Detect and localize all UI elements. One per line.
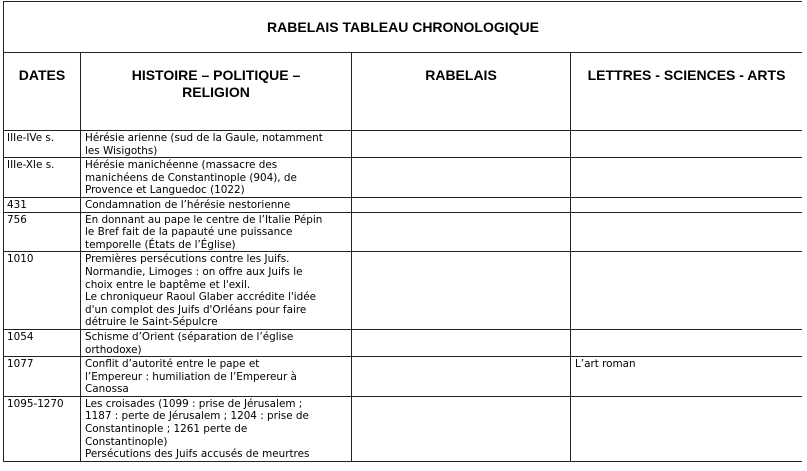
header-row [4, 53, 803, 131]
histoire-line: Canossa [85, 383, 129, 396]
title-row [4, 2, 803, 53]
histoire-line: Le chroniqueur Raoul Glaber accrédite l'idée [85, 291, 317, 304]
histoire-line: temporelle (États de l’Église) [85, 238, 236, 251]
histoire-line: Condamnation de l’hérésie nestorienne [85, 198, 291, 211]
rabelais-cell [352, 329, 571, 356]
table-row [4, 212, 803, 252]
histoire-line: Persécutions des Juifs accusés de meurtres [85, 448, 310, 461]
histoire-line: Les croisades (1099 : prise de Jérusalem ; [85, 397, 303, 410]
rabelais-cell [352, 212, 571, 252]
lettres-cell [571, 197, 803, 212]
chronology-sheet [3, 1, 802, 469]
histoire-line: l’Empereur : humiliation de l’Empereur à [85, 370, 297, 383]
histoire-cell [81, 329, 352, 356]
histoire-line: Constantinople ; 1261 perte de [85, 423, 248, 436]
table-row [4, 329, 803, 356]
histoire-line: Conflit d’autorité entre le pape et [85, 358, 260, 371]
table-row [4, 252, 803, 330]
histoire-line: Schisme d’Orient (séparation de l’église [85, 330, 294, 343]
histoire-line: Normandie, Limoges : on offre aux Juifs le [85, 265, 303, 278]
histoire-line: Provence et Languedoc (1022) [85, 184, 245, 197]
table-row [4, 158, 803, 198]
header-histoire-line2: RELIGION [182, 84, 250, 100]
histoire-line: Constantinople) [85, 435, 168, 448]
histoire-line: les Wisigoths) [85, 144, 158, 157]
date-cell: 431 [4, 197, 81, 212]
histoire-line: 1187 : perte de Jérusalem ; 1204 : prise de [85, 410, 309, 423]
lettres-cell [571, 252, 803, 330]
date-cell: 1010 [4, 252, 81, 330]
header-rabelais: RABELAIS [352, 53, 571, 131]
date-cell: 756 [4, 212, 81, 252]
histoire-line: Premières persécutions contre les Juifs. [85, 253, 290, 266]
histoire-line: orthodoxe) [85, 343, 142, 356]
histoire-cell [81, 252, 352, 330]
histoire-line: choix entre le baptême et l'exil. [85, 278, 251, 291]
table-row [4, 357, 803, 397]
header-lettres: LETTRES - SCIENCES - ARTS [571, 53, 803, 131]
histoire-line: d'un complot des Juifs d'Orléans pour faire [85, 303, 307, 316]
rabelais-cell [352, 158, 571, 198]
table-row [4, 197, 803, 212]
lettres-cell [571, 158, 803, 198]
lettres-cell [571, 212, 803, 252]
rabelais-cell [352, 131, 571, 158]
lettres-cell [571, 329, 803, 356]
histoire-line: En donnant au pape le centre de l’Italie Pépin [85, 213, 323, 226]
rabelais-cell [352, 357, 571, 397]
date-cell: IIIe-IVe s. [4, 131, 81, 158]
rabelais-cell [352, 197, 571, 212]
histoire-line: Hérésie manichéenne (massacre des [85, 159, 278, 172]
rabelais-cell [352, 252, 571, 330]
histoire-line: le Bref fait de la papauté une puissance [85, 226, 293, 239]
lettres-cell [571, 131, 803, 158]
date-cell: 1077 [4, 357, 81, 397]
histoire-cell [81, 158, 352, 198]
header-histoire-line1: HISTOIRE – POLITIQUE – [131, 67, 301, 83]
histoire-line: détruire le Saint-Sépulcre [85, 316, 218, 329]
date-cell: IIIe-XIe s. [4, 158, 81, 198]
histoire-cell [81, 131, 352, 158]
header-dates: DATES [4, 53, 81, 131]
table-row [4, 131, 803, 158]
histoire-cell [81, 212, 352, 252]
histoire-cell [81, 197, 352, 212]
histoire-cell [81, 357, 352, 397]
lettres-cell: L’art roman [571, 357, 803, 397]
chronology-rows [4, 131, 803, 462]
histoire-cell [81, 396, 352, 461]
date-cell: 1095-1270 [4, 396, 81, 461]
date-cell: 1054 [4, 329, 81, 356]
header-histoire [81, 53, 352, 131]
chronology-table [3, 1, 802, 462]
histoire-line: Hérésie arienne (sud de la Gaule, notamment [85, 132, 323, 144]
table-row [4, 396, 803, 461]
lettres-cell [571, 396, 803, 461]
rabelais-cell [352, 396, 571, 461]
histoire-line: manichéens de Constantinople (904), de [85, 171, 297, 184]
table-title: RABELAIS TABLEAU CHRONOLOGIQUE [4, 2, 803, 53]
